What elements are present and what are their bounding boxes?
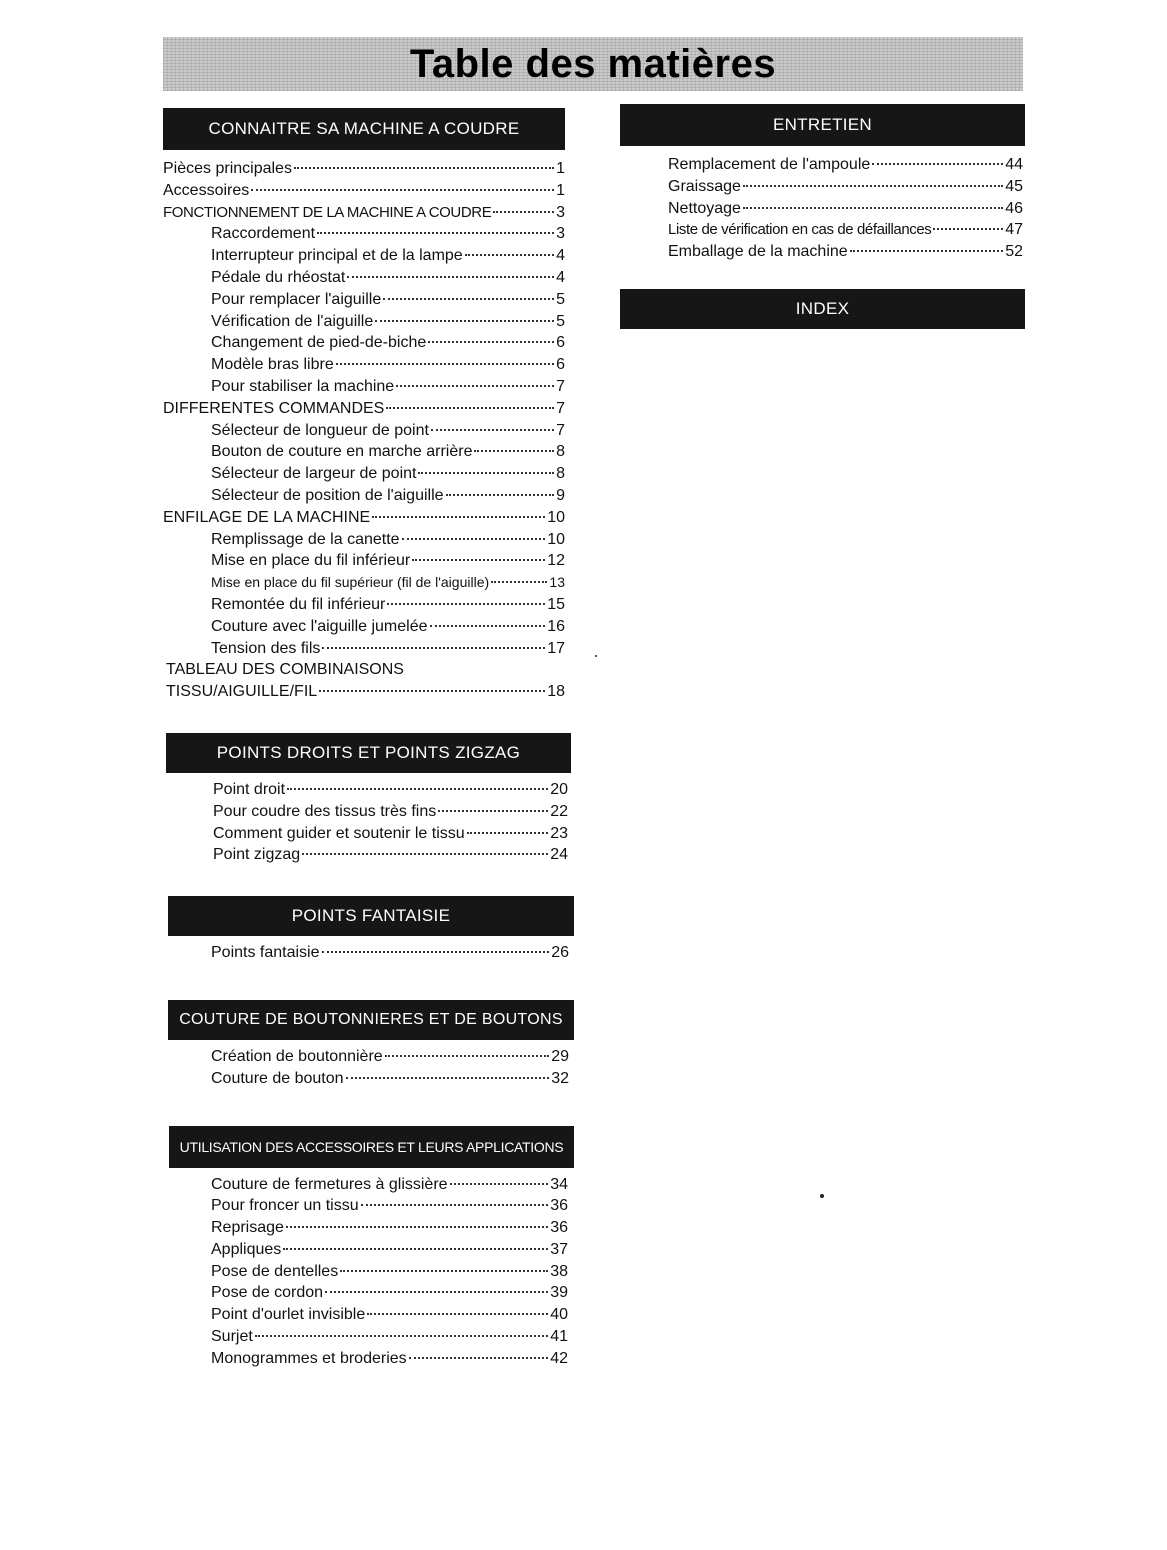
dot-leader xyxy=(850,250,1004,252)
toc-entry-emballage-de-la-machine[interactable] xyxy=(620,241,1023,263)
toc-entry-point-d-ourlet-invisible[interactable] xyxy=(163,1304,568,1326)
dot-leader xyxy=(294,167,554,169)
toc-entry-title: Mise en place du fil inférieur xyxy=(211,552,411,570)
toc-list xyxy=(163,942,569,964)
toc-entry-tension-des-fils[interactable] xyxy=(163,638,565,660)
toc-entry-pour-stabiliser-la-machine[interactable] xyxy=(163,376,565,398)
dot-leader xyxy=(383,298,554,300)
toc-page-number: 9 xyxy=(556,486,565,504)
toc-page-number: 8 xyxy=(556,443,565,461)
toc-entry-title: Mise en place du fil supérieur (fil de l'aiguille) xyxy=(211,574,490,591)
toc-page-number: 4 xyxy=(556,268,565,286)
dot-leader xyxy=(375,320,554,322)
toc-entry-reprisage[interactable] xyxy=(163,1217,568,1239)
toc-entry-accessoires[interactable] xyxy=(163,180,565,202)
section-accessoires xyxy=(163,1126,573,1370)
dot-leader xyxy=(361,1204,549,1206)
toc-page-number: 46 xyxy=(1005,199,1023,217)
dot-leader xyxy=(340,1270,548,1272)
page-title: Table des matières xyxy=(409,41,777,86)
dot-leader xyxy=(325,1291,548,1293)
section-points-droits xyxy=(163,733,573,866)
toc-entry-point-zigzag[interactable] xyxy=(163,844,568,866)
toc-entry-bouton-de-couture-en-marche-arriere[interactable] xyxy=(163,441,565,463)
toc-entry-differentes-commandes[interactable] xyxy=(163,398,565,420)
toc-entry-mise-en-place-du-fil-inferieur[interactable] xyxy=(163,550,565,572)
toc-page-number: 13 xyxy=(549,574,565,591)
toc-page-number: 24 xyxy=(550,846,568,864)
dot-leader xyxy=(412,559,545,561)
toc-entry-title: FONCTIONNEMENT DE LA MACHINE A COUDRE xyxy=(163,203,492,221)
toc-page-number: 36 xyxy=(550,1197,568,1215)
section-points-fantaisie xyxy=(163,896,573,964)
toc-entry-title: Changement de pied-de-biche xyxy=(211,334,427,352)
toc-entry-title: Bouton de couture en marche arrière xyxy=(211,443,473,461)
dot-leader xyxy=(446,494,555,496)
toc-page-number: 6 xyxy=(556,334,565,352)
dot-leader xyxy=(474,450,554,452)
toc-entry-title: Point zigzag xyxy=(213,846,301,864)
toc-page-number: 52 xyxy=(1005,243,1023,261)
dot-leader xyxy=(418,472,554,474)
toc-entry-selecteur-de-largeur-de-point[interactable] xyxy=(163,463,565,485)
toc-entry-title: Remplissage de la canette xyxy=(211,530,400,548)
dot-leader xyxy=(872,163,1003,165)
toc-entry-title: Reprisage xyxy=(211,1219,284,1237)
toc-page-number: 44 xyxy=(1005,156,1023,173)
toc-page-number: 8 xyxy=(556,465,565,483)
section-header: POINTS FANTAISIE xyxy=(168,896,574,936)
toc-entry-verification-de-l-aiguille[interactable] xyxy=(163,311,565,333)
toc-page-number: 18 xyxy=(547,683,565,701)
toc-entry-title: Point d'ourlet invisible xyxy=(211,1306,366,1324)
toc-page-number: 32 xyxy=(551,1069,569,1087)
toc-entry-title: Appliques xyxy=(211,1240,282,1258)
toc-page-number: 3 xyxy=(556,203,565,221)
toc-entry-couture-de-bouton[interactable] xyxy=(163,1068,569,1090)
toc-entry-title: Surjet xyxy=(211,1328,253,1346)
toc-entry-monogrammes-et-broderies[interactable] xyxy=(163,1348,568,1370)
dot-leader xyxy=(372,516,545,518)
toc-entry-title: Interrupteur principal et de la lampe xyxy=(211,247,463,265)
toc-entry-title: Pour remplacer l'aiguille xyxy=(211,290,382,308)
toc-entry-title: Création de boutonnière xyxy=(211,1047,383,1065)
dot-leader xyxy=(347,276,554,278)
toc-page-number: 3 xyxy=(556,225,565,243)
left-column xyxy=(163,108,573,1370)
toc-entry-pose-de-dentelles[interactable] xyxy=(163,1261,568,1283)
toc-entry-title: Graissage xyxy=(668,177,741,195)
dot-leader xyxy=(396,385,554,387)
toc-entry-title: Emballage de la machine xyxy=(668,243,848,261)
toc-page-number: 39 xyxy=(550,1284,568,1302)
toc-entry-graissage[interactable] xyxy=(620,176,1023,198)
dot-leader xyxy=(428,341,554,343)
dot-leader xyxy=(283,1248,548,1250)
dot-leader xyxy=(322,951,550,953)
toc-entry-points-fantaisie[interactable] xyxy=(163,942,569,964)
stray-mark xyxy=(820,1194,824,1198)
toc-entry-title: Remontée du fil inférieur xyxy=(211,595,386,613)
toc-entry-title: Pose de dentelles xyxy=(211,1262,339,1280)
section-header: UTILISATION DES ACCESSOIRES ET LEURS APPLICATIONS xyxy=(169,1126,574,1168)
toc-page-number: 38 xyxy=(550,1262,568,1280)
toc-entry-title: Liste de vérification en cas de défaillances xyxy=(668,221,932,239)
dot-leader xyxy=(346,1077,550,1079)
toc-entry-title: TISSU/AIGUILLE/FIL xyxy=(166,683,318,701)
toc-entry-pour-froncer-un-tissu[interactable] xyxy=(163,1195,568,1217)
toc-page-number: 40 xyxy=(550,1306,568,1324)
toc-entry-title: Pédale du rhéostat xyxy=(211,268,346,286)
toc-page-number: 42 xyxy=(550,1349,568,1367)
dot-leader xyxy=(743,207,1003,209)
toc-entry-pose-de-cordon[interactable] xyxy=(163,1282,568,1304)
toc-entry-tissu-aiguille-fil[interactable] xyxy=(163,681,565,703)
toc-entry-interrupteur-principal-et-de-la-lampe[interactable] xyxy=(163,245,565,267)
section-index xyxy=(620,289,1025,329)
dot-leader xyxy=(431,429,554,431)
stray-mark xyxy=(595,655,597,657)
toc-entry-title: Couture de bouton xyxy=(211,1069,344,1087)
toc-list xyxy=(163,158,565,703)
toc-page-number: 4 xyxy=(556,247,565,265)
section-header: CONNAITRE SA MACHINE A COUDRE xyxy=(163,108,565,150)
toc-page-number: 41 xyxy=(550,1328,568,1346)
toc-entry-tableau-des-combinaisons[interactable]: TABLEAU DES COMBINAISONS xyxy=(166,661,404,679)
toc-entry-pour-coudre-des-tissus-tres-fins[interactable] xyxy=(163,801,568,823)
dot-leader xyxy=(287,788,548,790)
dot-leader xyxy=(491,581,547,583)
toc-page-number: 10 xyxy=(547,530,565,548)
dot-leader xyxy=(430,625,546,627)
toc-list xyxy=(163,1046,569,1090)
toc-page-number: 7 xyxy=(556,377,565,395)
toc-entry-title: Accessoires xyxy=(163,181,250,199)
toc-page-number: 12 xyxy=(547,552,565,570)
toc-page-number: 37 xyxy=(550,1240,568,1258)
toc-entry-title: Monogrammes et broderies xyxy=(211,1349,407,1367)
toc-entry-title: Vérification de l'aiguille xyxy=(211,312,374,330)
toc-entry-liste-de-verification-en-cas-de-defaillances[interactable] xyxy=(620,219,1023,241)
toc-page-number: 34 xyxy=(550,1175,568,1193)
section-boutonnieres xyxy=(163,1000,573,1090)
dot-leader xyxy=(286,1226,548,1228)
toc-entry-title: Pour stabiliser la machine xyxy=(211,377,395,395)
dot-leader xyxy=(409,1357,549,1359)
toc-entry-comment-guider-et-soutenir-le-tissu[interactable] xyxy=(163,823,568,845)
section-header: ENTRETIEN xyxy=(620,104,1025,146)
toc-entry-title: Comment guider et soutenir le tissu xyxy=(213,824,465,842)
right-column xyxy=(620,104,1025,329)
dot-leader xyxy=(493,211,554,213)
toc-page-number: 29 xyxy=(551,1047,569,1065)
toc-entry-title: Sélecteur de largeur de point xyxy=(211,465,417,483)
toc-entry-title: Tension des fils xyxy=(211,639,321,657)
toc-entry-appliques[interactable] xyxy=(163,1239,568,1261)
toc-page-number: 7 xyxy=(556,421,565,439)
toc-entry-title: Sélecteur de longueur de point xyxy=(211,421,429,439)
toc-entry-pedale-du-rheostat[interactable] xyxy=(163,267,565,289)
toc-page-number: 1 xyxy=(556,181,565,199)
toc-entry-selecteur-de-position-de-l-aiguille[interactable] xyxy=(163,485,565,507)
toc-page-number: 7 xyxy=(556,399,565,417)
toc-entry-title: Modèle bras libre xyxy=(211,356,334,374)
toc-entry-title: Sélecteur de position de l'aiguille xyxy=(211,486,444,504)
toc-page-number: 47 xyxy=(1005,221,1023,239)
dot-leader xyxy=(743,185,1003,187)
toc-entry-title: Point droit xyxy=(213,780,286,798)
toc-page-number: 5 xyxy=(556,312,565,330)
toc-list xyxy=(163,1174,568,1370)
toc-entry-remontee-du-fil-inferieur[interactable] xyxy=(163,594,565,616)
dot-leader xyxy=(438,810,548,812)
toc-entry-remplacement-de-l-ampoule[interactable] xyxy=(620,154,1023,176)
dot-leader xyxy=(317,232,554,234)
dot-leader xyxy=(465,254,554,256)
toc-entry-title: Couture avec l'aiguille jumelée xyxy=(211,617,428,635)
dot-leader xyxy=(385,1055,550,1057)
toc-page-number: 5 xyxy=(556,290,565,308)
toc-entry-title: Raccordement xyxy=(211,225,316,243)
toc-entry-couture-avec-l-aiguille-jumelee[interactable] xyxy=(163,616,565,638)
dot-leader xyxy=(386,407,554,409)
toc-entry-selecteur-de-longueur-de-point[interactable] xyxy=(163,420,565,442)
toc-entry-title: DIFFERENTES COMMANDES xyxy=(163,399,385,417)
toc-page-number: 22 xyxy=(550,802,568,820)
section-header: POINTS DROITS ET POINTS ZIGZAG xyxy=(166,733,571,773)
toc-entry-fonctionnement-de-la-machine-a-coudre[interactable] xyxy=(163,202,565,224)
toc-entry-pieces-principales[interactable] xyxy=(163,158,565,180)
toc-entry-enfilage-de-la-machine[interactable] xyxy=(163,507,565,529)
toc-list xyxy=(163,779,568,866)
dot-leader xyxy=(387,603,545,605)
toc-page-number: 1 xyxy=(556,160,565,177)
toc-entry-remplissage-de-la-canette[interactable] xyxy=(163,529,565,551)
dot-leader xyxy=(467,832,549,834)
toc-entry-nettoyage[interactable] xyxy=(620,198,1023,220)
toc-entry-title: ENFILAGE DE LA MACHINE xyxy=(163,508,371,526)
toc-entry-couture-de-fermetures-a-glissiere[interactable] xyxy=(163,1174,568,1196)
dot-leader xyxy=(255,1335,548,1337)
toc-entry-point-droit[interactable] xyxy=(163,779,568,801)
dot-leader xyxy=(302,853,548,855)
toc-page-number: 17 xyxy=(547,639,565,657)
toc-entry-title: Pour coudre des tissus très fins xyxy=(213,802,437,820)
toc-page-number: 26 xyxy=(551,944,569,962)
dot-leader xyxy=(319,690,545,692)
toc-page-number: 23 xyxy=(550,824,568,842)
toc-page-number: 20 xyxy=(550,780,568,798)
section-header: COUTURE DE BOUTONNIERES ET DE BOUTONS xyxy=(168,1000,574,1040)
toc-list xyxy=(620,154,1023,263)
toc-page-number: 45 xyxy=(1005,177,1023,195)
dot-leader xyxy=(450,1183,549,1185)
section-header: INDEX xyxy=(620,289,1025,329)
toc-page-number: 10 xyxy=(547,508,565,526)
toc-entry-mise-en-place-du-fil-superieur-fil-de-l-aiguille[interactable] xyxy=(163,572,565,594)
dot-leader xyxy=(336,363,554,365)
section-entretien xyxy=(620,104,1025,263)
toc-page-number: 15 xyxy=(547,595,565,613)
toc-page-number: 6 xyxy=(556,356,565,374)
toc-entry-changement-de-pied-de-biche[interactable] xyxy=(163,332,565,354)
title-banner xyxy=(163,37,1023,91)
section-connaitre xyxy=(163,108,573,703)
toc-entry-surjet[interactable] xyxy=(163,1326,568,1348)
toc-entry-title: Nettoyage xyxy=(668,199,741,217)
dot-leader xyxy=(402,538,546,540)
toc-entry-creation-de-boutonniere[interactable] xyxy=(163,1046,569,1068)
toc-entry-title: Points fantaisie xyxy=(211,944,320,962)
toc-entry-title: Pour froncer un tissu xyxy=(211,1197,359,1215)
toc-entry-title: Pièces principales xyxy=(163,160,292,177)
toc-entry-modele-bras-libre[interactable] xyxy=(163,354,565,376)
toc-page-number: 36 xyxy=(550,1219,568,1237)
toc-page-number: 16 xyxy=(547,617,565,635)
toc-entry-pour-remplacer-l-aiguille[interactable] xyxy=(163,289,565,311)
toc-entry-title: Pose de cordon xyxy=(211,1284,324,1302)
toc-entry-title: Remplacement de l'ampoule xyxy=(668,156,871,173)
dot-leader xyxy=(367,1313,548,1315)
toc-entry-title: Couture de fermetures à glissière xyxy=(211,1175,448,1193)
dot-leader xyxy=(933,228,1003,230)
dot-leader xyxy=(251,189,554,191)
toc-entry-raccordement[interactable] xyxy=(163,223,565,245)
dot-leader xyxy=(322,647,545,649)
